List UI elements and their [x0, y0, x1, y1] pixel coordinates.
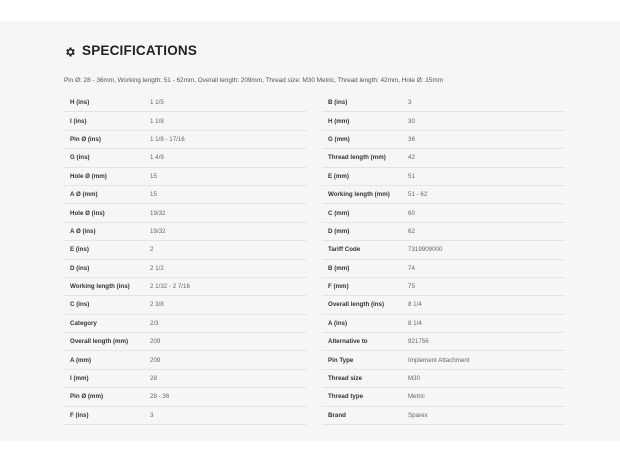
spec-label: Thread length (mm): [328, 154, 386, 162]
spec-row: [64, 131, 307, 149]
spec-value: 28: [150, 375, 157, 383]
spec-label: Tariff Code: [328, 246, 361, 254]
spec-label: Thread size: [328, 375, 363, 383]
spec-label: B (ins): [328, 99, 348, 107]
spec-row: [322, 149, 565, 167]
spec-label: Overall length (mm): [70, 338, 129, 346]
spec-value: 3: [150, 411, 154, 419]
spec-label: Thread type: [328, 393, 364, 401]
spec-row: [322, 333, 565, 351]
spec-row: [322, 223, 565, 241]
spec-value: 8 1/4: [408, 319, 422, 327]
spec-value: 15: [150, 191, 157, 199]
spec-row: [322, 204, 565, 222]
spec-value: M30: [408, 375, 421, 383]
spec-row: [322, 168, 565, 186]
spec-value: Sparex: [408, 411, 428, 419]
spec-value: 8 1/4: [408, 301, 422, 309]
specifications-table-right: [322, 94, 565, 425]
spec-row: [64, 370, 307, 388]
spec-row: [322, 407, 565, 425]
spec-row: [64, 351, 307, 369]
spec-value: 51 - 62: [408, 191, 428, 199]
spec-value: 1 1/8 - 17/16: [150, 135, 185, 143]
spec-row: [322, 94, 565, 112]
spec-label: Working length (mm): [328, 191, 390, 199]
spec-label: Hole Ø (mm): [70, 172, 107, 180]
spec-row: [64, 388, 307, 406]
spec-value: 51: [408, 172, 415, 180]
page-title: SPECIFICATIONS: [82, 43, 198, 58]
spec-label: Brand: [328, 411, 346, 419]
spec-label: D (mm): [328, 227, 350, 235]
spec-value: 60: [408, 209, 415, 217]
specifications-heading: [64, 43, 197, 58]
spec-value: 2: [150, 246, 154, 254]
spec-label: Pin Ø (mm): [70, 393, 104, 401]
spec-value: 209: [150, 356, 161, 364]
spec-row: [64, 241, 307, 259]
spec-row: [322, 131, 565, 149]
spec-value: 75: [408, 283, 415, 291]
specifications-panel: [0, 21, 620, 441]
spec-row: [64, 407, 307, 425]
spec-row: [322, 315, 565, 333]
spec-row: [322, 388, 565, 406]
spec-value: 2/3: [150, 319, 159, 327]
spec-label: A (ins): [328, 319, 348, 327]
spec-value: 921756: [408, 338, 429, 346]
spec-label: Working length (ins): [70, 283, 130, 291]
spec-row: [64, 315, 307, 333]
spec-label: E (mm): [328, 172, 349, 180]
spec-label: G (mm): [328, 135, 350, 143]
spec-value: 2 3/8: [150, 301, 164, 309]
spec-label: F (mm): [328, 283, 349, 291]
spec-row: [322, 260, 565, 278]
spec-label: C (ins): [70, 301, 90, 309]
specifications-table-left: [64, 94, 307, 425]
spec-value: 3: [408, 99, 412, 107]
spec-row: [64, 260, 307, 278]
spec-row: [64, 204, 307, 222]
spec-row: [322, 112, 565, 130]
spec-label: Overall length (ins): [328, 301, 385, 309]
spec-label: Category: [70, 319, 97, 327]
spec-label: Pin Type: [328, 356, 354, 364]
spec-row: [322, 241, 565, 259]
spec-value: 2 1/2: [150, 264, 164, 272]
spec-value: 42: [408, 154, 415, 162]
spec-label: D (ins): [70, 264, 90, 272]
spec-value: 7319909000: [408, 246, 443, 254]
spec-value: 2 1/32 - 2 7/16: [150, 283, 190, 291]
spec-value: Implement Attachment: [408, 356, 470, 364]
spec-label: F (ins): [70, 411, 89, 419]
spec-label: B (mm): [328, 264, 350, 272]
spec-value: 15: [150, 172, 157, 180]
spec-label: Hole Ø (ins): [70, 209, 105, 217]
spec-label: A Ø (ins): [70, 227, 96, 235]
spec-row: [322, 370, 565, 388]
spec-label: C (mm): [328, 209, 350, 217]
spec-row: [64, 112, 307, 130]
spec-value: 209: [150, 338, 161, 346]
gear-icon: [64, 45, 76, 57]
spec-value: 62: [408, 227, 415, 235]
spec-label: E (ins): [70, 246, 89, 254]
spec-value: Metric: [408, 393, 425, 401]
spec-value: 19/32: [150, 227, 166, 235]
spec-label: A (mm): [70, 356, 92, 364]
spec-row: [64, 333, 307, 351]
spec-label: I (mm): [70, 375, 89, 383]
spec-row: [64, 149, 307, 167]
spec-value: 19/32: [150, 209, 166, 217]
spec-value: 30: [408, 117, 415, 125]
spec-value: 1 1/8: [150, 117, 164, 125]
spec-row: [64, 94, 307, 112]
spec-value: 28 - 36: [150, 393, 170, 401]
spec-label: Pin Ø (ins): [70, 135, 101, 143]
spec-row: [64, 223, 307, 241]
spec-label: I (ins): [70, 117, 87, 125]
spec-label: Alternative to: [328, 338, 368, 346]
specifications-summary: Pin Ø: 28 - 36mm, Working length: 51 - 62mm, Overall length: 209mm, Thread size: M30 Metric, Thread length: 42mm, Hole Ø: 15mm: [64, 77, 443, 84]
spec-value: 74: [408, 264, 415, 272]
spec-row: [322, 351, 565, 369]
spec-row: [64, 278, 307, 296]
spec-label: A Ø (mm): [70, 191, 98, 199]
spec-row: [64, 186, 307, 204]
spec-row: [322, 296, 565, 314]
spec-label: H (mm): [328, 117, 350, 125]
spec-value: 1 4/9: [150, 154, 164, 162]
spec-row: [322, 278, 565, 296]
spec-row: [64, 296, 307, 314]
spec-label: H (ins): [70, 99, 90, 107]
spec-row: [64, 168, 307, 186]
spec-value: 36: [408, 135, 415, 143]
spec-label: G (ins): [70, 154, 90, 162]
spec-row: [322, 186, 565, 204]
spec-value: 1 1/5: [150, 99, 164, 107]
